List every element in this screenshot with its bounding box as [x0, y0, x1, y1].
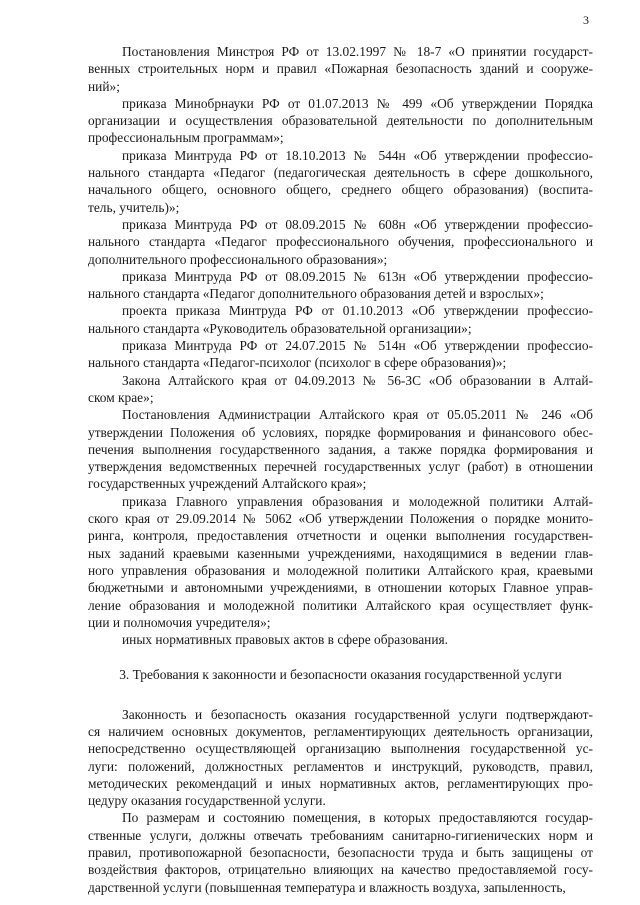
text-line: ринга, контроля, предоставления отчетности и оценки выполнения государствен-: [88, 528, 593, 544]
paragraph: [88, 147, 593, 216]
text-line: приказа Минтруда РФ от 08.09.2015 № 613н «Об утверждении профессио-: [122, 268, 593, 284]
section-heading-text: 3. Требования к законности и безопасности оказания государственной услуги: [119, 667, 562, 683]
paragraph: [88, 337, 593, 372]
page-number: 3: [583, 13, 589, 27]
paragraph: [88, 43, 593, 95]
text-line: ственные услуги, должны отвечать требованиям санитарно-гигиенических норм и: [88, 827, 593, 843]
text-line: печения выполнения государственного задания, а также порядка формирования и: [88, 441, 593, 457]
document-body: [88, 43, 593, 896]
text-line: ском крае»;: [88, 389, 154, 405]
text-line: приказа Главного управления образования и молодежной политики Алтай-: [122, 493, 593, 509]
text-line: Закона Алтайского края от 04.09.2013 № 56-ЗС «Об образовании в Алтай-: [122, 372, 593, 388]
section-body: [88, 706, 593, 896]
text-line: приказа Минтруда РФ от 18.10.2013 № 544н «Об утверждении профессио-: [122, 147, 593, 163]
text-line: цедуру оказания государственной услуги.: [88, 793, 326, 809]
paragraph: [88, 302, 593, 337]
text-line: профессиональным программам»;: [88, 130, 284, 146]
text-line: Законность и безопасность оказания государственной услуги подтверждают-: [122, 706, 593, 722]
text-line: иных нормативных правовых актов в сфере образования.: [122, 632, 449, 648]
text-line: бюджетными и автономными учреждениями, в отношении которых Главное управ-: [88, 580, 593, 596]
text-line: нального стандарта «Педагог-психолог (психолог в сфере образования)»;: [88, 355, 507, 371]
text-line: проекта приказа Минтруда РФ от 01.10.2013 «Об утверждении профессио-: [122, 303, 593, 319]
paragraph: [88, 809, 593, 895]
text-line: По размерам и состоянию помещения, в которых предоставляются государ-: [122, 810, 593, 826]
text-line: правил, противопожарной безопасности, безопасности труда и быть защищены от: [88, 845, 593, 861]
text-line: приказа Минтруда РФ от 24.07.2015 № 514н «Об утверждении профессио-: [122, 338, 593, 354]
legal-basis-list: [88, 43, 593, 648]
paragraph: [88, 216, 593, 268]
text-line: приказа Минобрнауки РФ от 01.07.2013 № 499 «Об утверждении Порядка: [122, 95, 593, 111]
paragraph: [88, 706, 593, 810]
text-line: утверждения ведомственных перечней государственных услуг (работ) в отношении: [88, 459, 593, 475]
text-line: непосредственно осуществляющей организацию выполнения государственной ус-: [88, 741, 593, 757]
paragraph: [88, 406, 593, 492]
text-line: государственных учреждений Алтайского края»;: [88, 476, 367, 492]
text-line: ского края от 29.09.2014 № 5062 «Об утверждении Положения о порядке монито-: [88, 511, 593, 527]
text-line: луги: положений, должностных регламентов и инструкций, руководств, правил,: [88, 758, 593, 774]
text-line: методических рекомендаций и иных нормативных актов, регламентирующих про-: [88, 775, 593, 791]
text-line: нального стандарта «Педагог (педагогическая деятельность в сфере дошкольного,: [88, 165, 593, 181]
text-line: ного управления образования и молодежной политики Алтайского края, краевыми: [88, 562, 593, 578]
text-line: венных строительных норм и правил «Пожарная безопасность зданий и сооруже-: [88, 61, 593, 77]
text-line: нального стандарта «Педагог дополнительного образования детей и взрослых»;: [88, 286, 544, 302]
text-line: ление образования и молодежной политики Алтайского края осуществляет функ-: [88, 597, 593, 613]
paragraph: [88, 268, 593, 303]
text-line: Постановления Минстроя РФ от 13.02.1997 № 18-7 «О принятии государст-: [122, 44, 593, 59]
text-line: воздействия факторов, отрицательно влияющих на качество предоставляемой госу-: [88, 862, 593, 878]
text-line: утверждении Положения об условиях, порядке формирования и финансового обес-: [88, 424, 593, 440]
text-line: нального стандарта «Педагог профессионального обучения, профессионального и: [88, 234, 593, 250]
text-line: тель, учитель)»;: [88, 199, 180, 215]
text-line: дарственной услуги (повышенная температура и влажность воздуха, запыленность,: [88, 879, 566, 895]
paragraph: [88, 372, 593, 407]
text-line: ных заданий краевыми казенными учреждениями, находящимися в ведении глав-: [88, 545, 593, 561]
paragraph: [88, 631, 593, 648]
text-line: организации и осуществления образовательной деятельности по дополнительным: [88, 113, 593, 129]
section-heading: [88, 666, 593, 683]
text-line: начального общего, основного общего, среднего общего образования) (воспита-: [88, 182, 593, 198]
paragraph: [88, 493, 593, 631]
text-line: дополнительного профессионального образования»;: [88, 251, 388, 267]
text-line: ний»;: [88, 78, 120, 94]
text-line: приказа Минтруда РФ от 08.09.2015 № 608н «Об утверждении профессио-: [122, 216, 593, 232]
paragraph: [88, 95, 593, 147]
text-line: ции и полномочия учредителя»;: [88, 614, 271, 630]
text-line: Постановления Администрации Алтайского края от 05.05.2011 № 246 «Об: [122, 407, 593, 423]
text-line: нального стандарта «Руководитель образовательной организации»;: [88, 320, 472, 336]
text-line: ся наличием основных документов, регламентирующих деятельность организации,: [88, 723, 593, 739]
